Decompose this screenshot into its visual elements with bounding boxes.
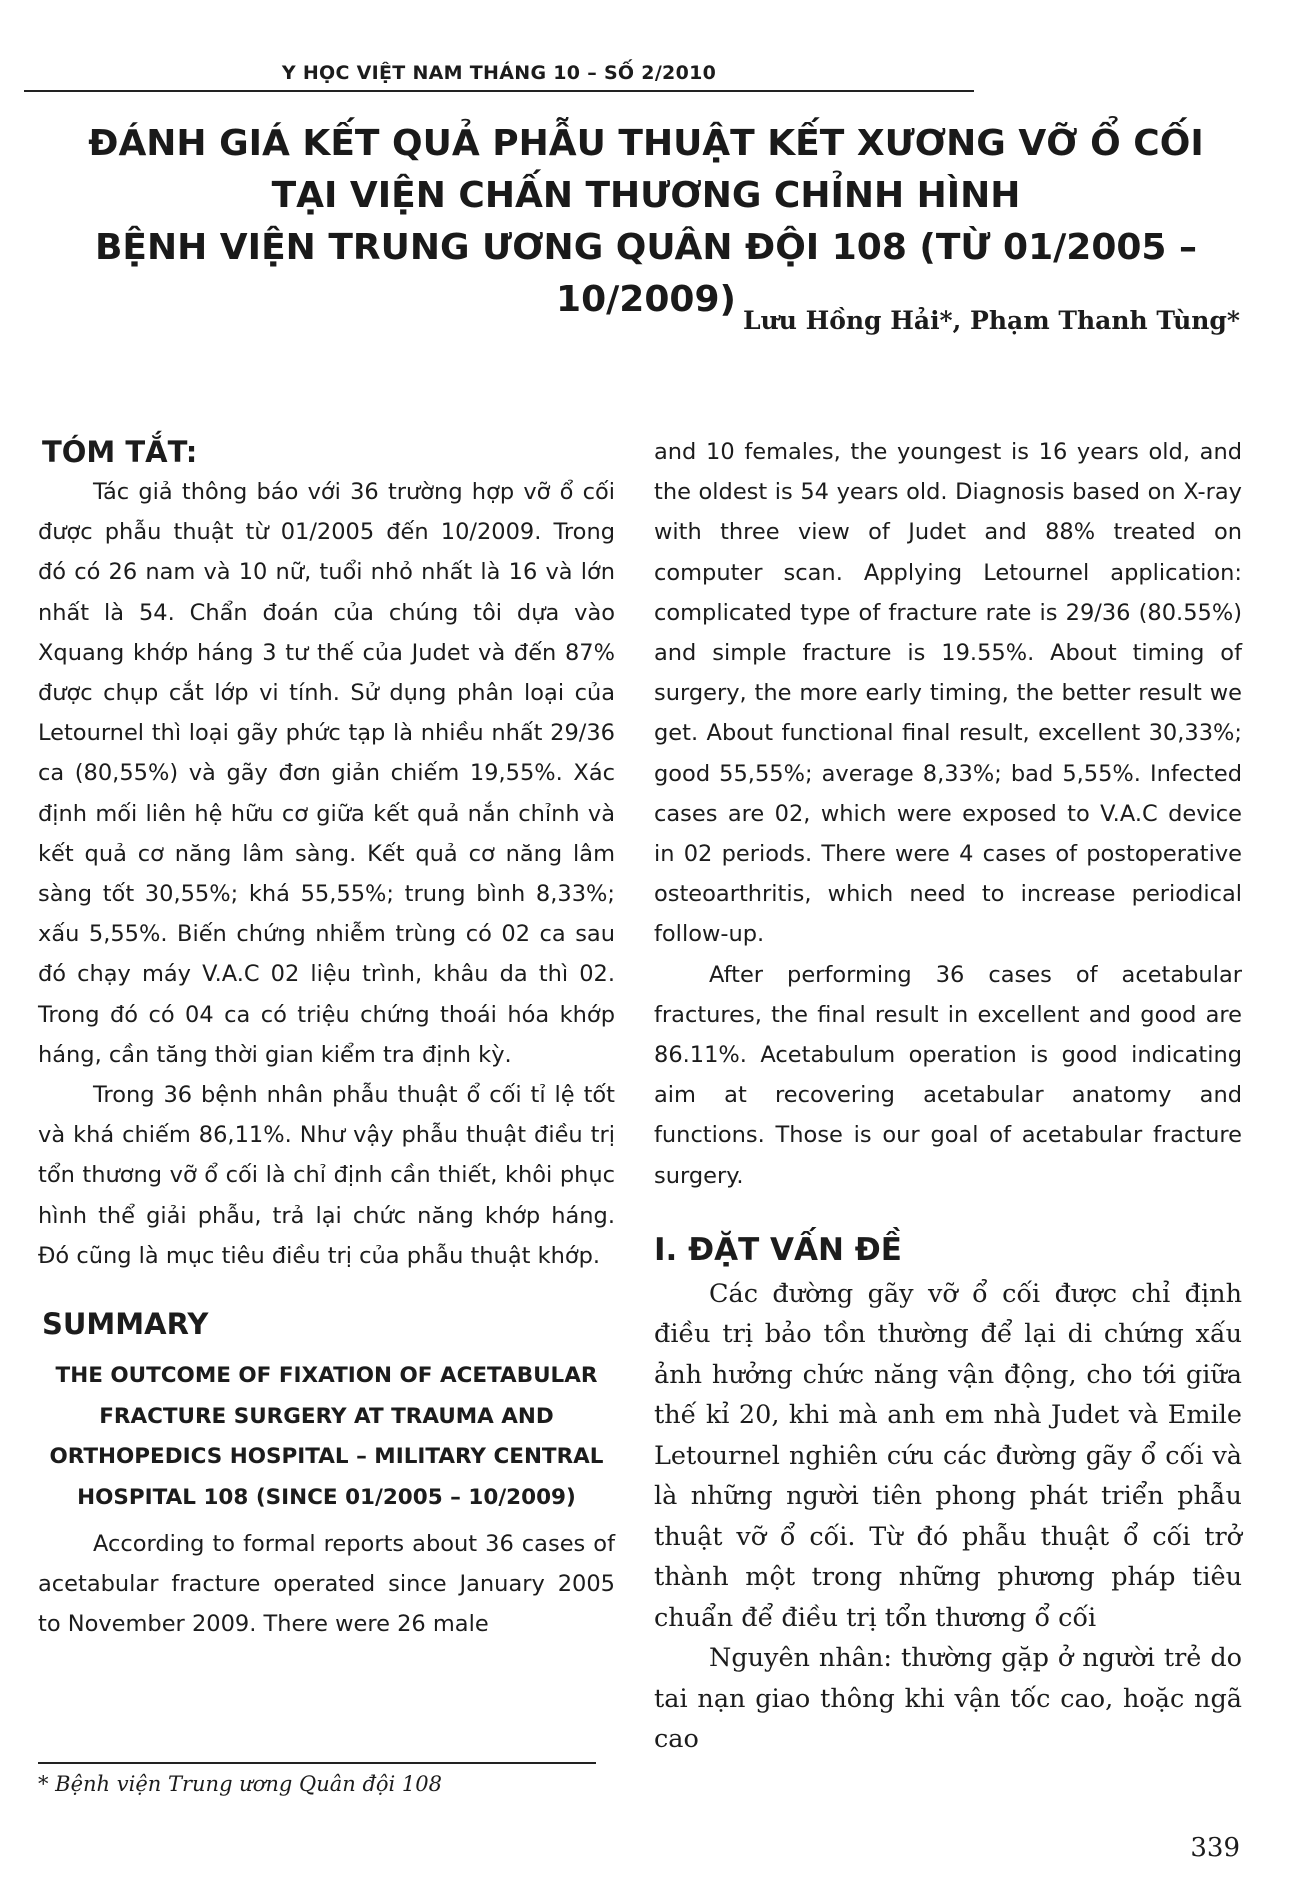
journal-header-text: Y HỌC VIỆT NAM THÁNG 10 – SỐ 2/2010 [281,62,717,84]
left-column [38,432,615,1645]
abstract-paragraph-2: Trong 36 bệnh nhân phẫu thuật ổ cối tỉ lệ tốt và khá chiếm 86,11%. Như vậy phẫu thuật điều trị tổn thương vỡ ổ cối là chỉ định cần thiết, khôi phục hình thể giải phẫu, trả lại chức năng khớp háng. Đó cũng là mục tiêu điều trị của phẫu thuật khớp. [38,1082,615,1269]
right-column [654,432,1242,1760]
header-rule [24,90,974,92]
summary-paragraph-1-start: According to formal reports about 36 cases of acetabular fracture operated since January 2005 to November 2009. There were 26 male [38,1531,615,1638]
footnote: * Bệnh viện Trung ương Quân đội 108 [38,1772,443,1796]
authors: Lưu Hồng Hải*, Phạm Thanh Tùng* [742,306,1240,335]
section-1-paragraph-2: Nguyên nhân: thường gặp ở người trẻ do tai nạn giao thông khi vận tốc cao, hoặc ngã cao [654,1643,1242,1755]
summary-heading: SUMMARY [42,1307,209,1342]
article-title [40,118,1252,326]
title-line-2: TẠI VIỆN CHẤN THƯƠNG CHỈNH HÌNH [271,175,1021,216]
summary-paragraph-1-cont: and 10 females, the youngest is 16 years old, and the oldest is 54 years old. Diagnosis based on X-ray with three view of Judet and 88% treated on computer scan. Applying Letournel application: complicated type of fracture rate is 29/36 (80.55%) and simple fracture is 19.55%. About timing of surgery, the more early timing, the better result we get. About functional final result, excellent 30,33%; good 55,55%; average 8,33%; bad 5,55%. Infected cases are 02, which were exposed to V.A.C device in 02 periods. There were 4 cases of postoperative osteoarthritis, which need to increase periodical follow-up. [654,439,1242,948]
footnote-rule [38,1762,596,1764]
summary-title: THE OUTCOME OF FIXATION OF ACETABULAR FRACTURE SURGERY AT TRAUMA AND ORTHOPEDICS HOSPITAL – MILITARY CENTRAL HOSPITAL 108 (SINCE 01/2005 – 10/2009) [49,1363,604,1510]
section-1-paragraph-1: Các đường gãy vỡ ổ cối được chỉ định điều trị bảo tồn thường để lại di chứng xấu ảnh hưởng chức năng vận động, cho tới giữa thế kỉ 20, khi mà anh em nhà Judet và Emile Letournel nghiên cứu các đường gãy ổ cối và là những người tiên phong phát triển phẫu thuật vỡ ổ cối. Từ đó phẫu thuật ổ cối trở thành một trong những phương pháp tiêu chuẩn để điều trị tổn thương ổ cối [654,1278,1242,1633]
abstract-heading: TÓM TẮT: [42,435,198,469]
abstract-paragraph-1: Tác giả thông báo với 36 trường hợp vỡ ổ cối được phẫu thuật từ 01/2005 đến 10/2009. Trong đó có 26 nam và 10 nữ, tuổi nhỏ nhất là 16 và lớn nhất là 54. Chẩn đoán của chúng tôi dựa vào Xquang khớp háng 3 tư thế của Judet và đến 87% được chụp cắt lớp vi tính. Sử dụng phân loại của Letournel thì loại gãy phức tạp là nhiều nhất 29/36 ca (80,55%) và gãy đơn giản chiếm 19,55%. Xác định mối liên hệ hữu cơ giữa kết quả nắn chỉnh và kết quả cơ năng lâm sàng. Kết quả cơ năng lâm sàng tốt 30,55%; khá 55,55%; trung bình 8,33%; xấu 5,55%. Biến chứng nhiễm trùng có 02 ca sau đó chạy máy V.A.C 02 liệu trình, khâu da thì 02. Trong đó có 04 ca có triệu chứng thoái hóa khớp háng, cần tăng thời gian kiểm tra định kỳ. [38,479,615,1068]
title-line-1: ĐÁNH GIÁ KẾT QUẢ PHẪU THUẬT KẾT XƯƠNG VỠ Ổ CỐI [88,123,1204,164]
summary-paragraph-2: After performing 36 cases of acetabular fractures, the final result in excellent and good are 86.11%. Acetabulum operation is good indicating aim at recovering acetabular anatomy and functions. Those is our goal of acetabular fracture surgery. [654,961,1242,1189]
title-line-3: BỆNH VIỆN TRUNG ƯƠNG QUÂN ĐỘI 108 (TỪ 01/2005 – 10/2009) [94,227,1197,320]
page-number: 339 [1190,1833,1240,1863]
section-1-heading: I. ĐẶT VẤN ĐỀ [654,1231,902,1268]
journal-header [24,58,974,92]
